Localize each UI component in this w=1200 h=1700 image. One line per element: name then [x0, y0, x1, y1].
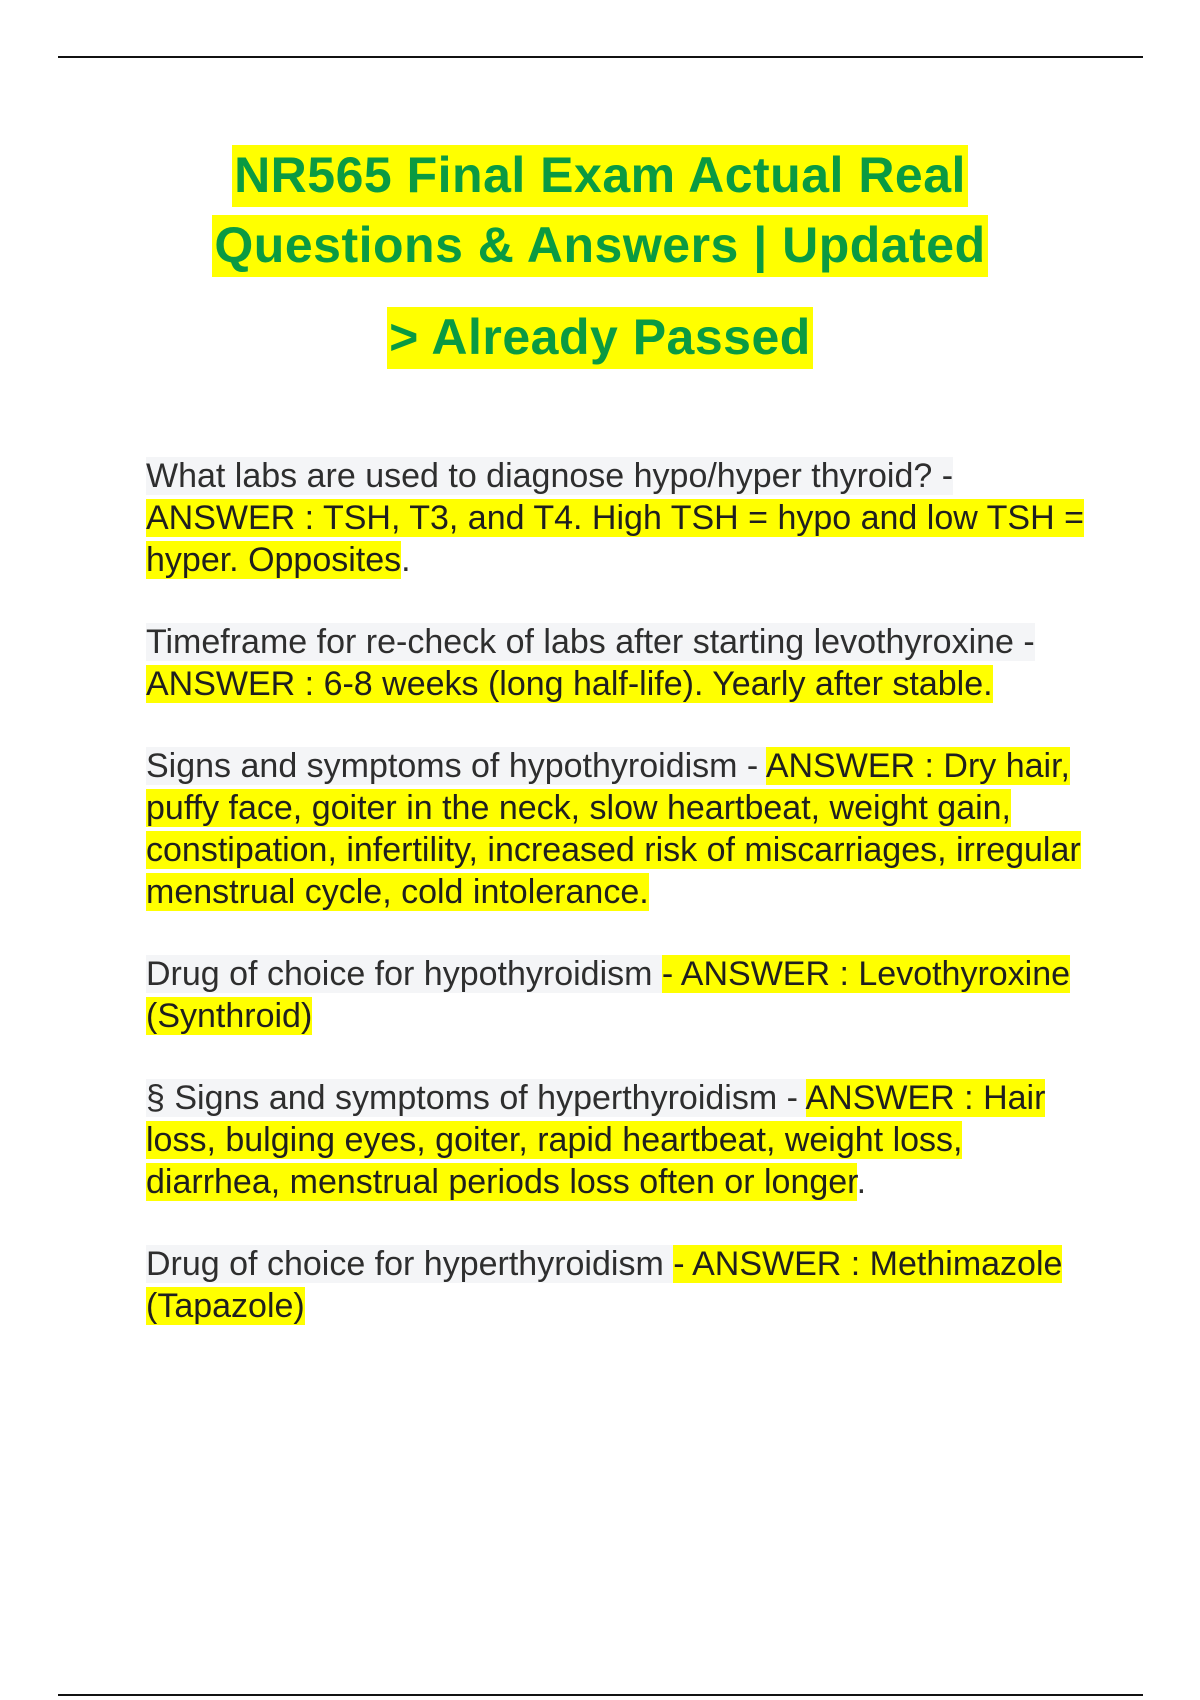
question-text: Drug of choice for hyperthyroidism	[146, 1245, 674, 1283]
qa-item	[146, 745, 1106, 913]
title-line-1	[0, 140, 1200, 210]
qa-item	[146, 953, 1106, 1037]
title-line-3	[0, 302, 1200, 372]
question-text: Signs and symptoms of hypothyroidism -	[146, 747, 766, 785]
title-line-2	[0, 210, 1200, 280]
answer-text: ANSWER : 6-8 weeks (long half-life). Yearly after stable.	[146, 665, 993, 703]
answer-tail: .	[401, 541, 411, 579]
answer-text: - ANSWER : Methimazole (Tapazole)	[146, 1245, 1063, 1325]
top-rule	[58, 56, 1143, 58]
answer-tail: .	[856, 1163, 867, 1201]
title-line-1-text: NR565 Final Exam Actual Real	[232, 145, 968, 207]
answer-text: ANSWER : Hair loss, bulging eyes, goiter, rapid heartbeat, weight loss, diarrhea, menstrual periods loss often or longer	[146, 1079, 1046, 1201]
qa-list	[146, 455, 1106, 1367]
qa-item	[146, 621, 1106, 705]
qa-item	[146, 1243, 1106, 1327]
answer-text: ANSWER : TSH, T3, and T4. High TSH = hypo and low TSH = hyper. Opposites	[146, 499, 1084, 579]
qa-item	[146, 455, 1106, 581]
answer-text: - ANSWER : Levothyroxine (Synthroid)	[146, 955, 1071, 1035]
document-title	[0, 140, 1200, 372]
question-text: Drug of choice for hypothyroidism	[146, 955, 662, 993]
question-text: § Signs and symptoms of hyperthyroidism -	[146, 1079, 806, 1117]
question-text: Timeframe for re-check of labs after starting levothyroxine -	[146, 623, 1035, 661]
title-line-3-text: > Already Passed	[387, 307, 813, 369]
bottom-rule	[58, 1694, 1143, 1696]
title-line-2-text: Questions & Answers | Updated	[212, 215, 987, 277]
answer-text: ANSWER : Dry hair, puffy face, goiter in the neck, slow heartbeat, weight gain, constipation, infertility, increased risk of miscarriages, irregular menstrual cycle, cold intolerance.	[146, 747, 1081, 911]
qa-item	[146, 1077, 1106, 1203]
question-text: What labs are used to diagnose hypo/hyper thyroid? -	[146, 457, 954, 495]
